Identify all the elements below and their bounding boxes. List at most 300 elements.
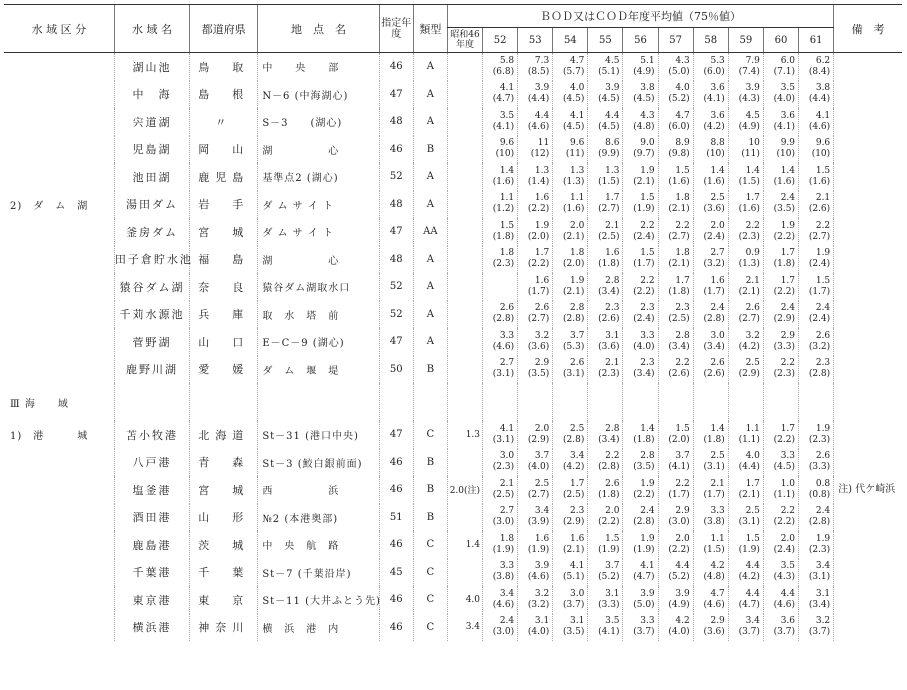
bod-value-cell: [623, 421, 658, 449]
percentile-75: (1.6): [703, 176, 725, 187]
area-cell: [4, 614, 114, 642]
bod-value-cell: [483, 476, 518, 504]
percentile-75: (2.9): [738, 369, 760, 380]
percentile-75: (1.4): [527, 176, 550, 187]
percentile-75: (3.3): [773, 341, 796, 352]
percentile-75: (2.1): [738, 286, 760, 297]
annual-mean: 2.8: [605, 423, 620, 434]
bod-value-cell: [763, 328, 798, 356]
prefecture-cell: 東 京: [190, 586, 258, 614]
table-row: [4, 476, 902, 504]
percentile-75: (2.2): [668, 544, 690, 555]
annual-mean: 2.2: [605, 451, 620, 462]
water-name-cell: 横浜港: [114, 614, 189, 642]
water-name-cell: 猿谷ダム湖: [114, 273, 189, 301]
table-row: [4, 586, 902, 614]
bod-value-cell: [483, 246, 518, 274]
annual-mean: 2.2: [675, 358, 690, 369]
annual-mean: 1.7: [745, 193, 760, 204]
bod-value-cell: [728, 449, 763, 477]
percentile-75: (2.3): [738, 231, 760, 242]
percentile-75: (1.8): [598, 259, 620, 270]
percentile-75: (5.2): [598, 572, 620, 583]
bod-value-cell: [588, 356, 623, 384]
bod-value-cell: [588, 273, 623, 301]
bod-value-cell: [518, 383, 553, 421]
s46-value-cell: [447, 449, 482, 477]
percentile-75: (4.8): [633, 121, 655, 132]
bod-value-cell: [483, 614, 518, 642]
water-name-cell: 塩釜港: [114, 476, 189, 504]
percentile-75: (1.5): [738, 176, 760, 187]
bod-value-cell: [518, 191, 553, 219]
annual-mean: 2.1: [499, 478, 515, 489]
percentile-75: (1.7): [633, 259, 655, 270]
water-quality-table: [4, 4, 902, 641]
bod-value-cell: [658, 421, 693, 449]
annual-mean: 2.3: [570, 506, 585, 517]
percentile-75: (2.5): [668, 314, 690, 325]
bod-value-cell: [623, 586, 658, 614]
bod-value-cell: [623, 328, 658, 356]
percentile-75: (2.5): [598, 231, 620, 242]
bod-value-cell: [728, 531, 763, 559]
annual-mean: 2.1: [605, 358, 620, 369]
bod-value-cell: [553, 586, 588, 614]
percentile-75: (1.6): [563, 204, 585, 215]
percentile-75: (2.8): [598, 462, 620, 473]
annual-mean: 3.0: [499, 451, 515, 462]
area-cell: [4, 531, 114, 559]
bod-value-cell: [623, 246, 658, 274]
bod-value-cell: [728, 586, 763, 614]
percentile-75: (3.1): [808, 572, 831, 583]
percentile-75: (2.9): [563, 517, 585, 528]
bod-value-cell: [693, 108, 728, 136]
prefecture-cell: 〃: [190, 108, 258, 136]
header-note: 備 考: [834, 5, 902, 53]
bod-value-cell: [799, 614, 834, 642]
annual-mean: 2.3: [815, 358, 831, 369]
percentile-75: (3.1): [492, 434, 515, 445]
annual-mean: 1.3: [570, 165, 585, 176]
designation-year-cell: 46: [379, 136, 413, 164]
annual-mean: 4.1: [570, 110, 585, 121]
bod-value-cell: [483, 108, 518, 136]
area-cell: [4, 449, 114, 477]
annual-mean: 1.8: [499, 248, 515, 259]
percentile-75: (1.3): [563, 176, 585, 187]
annual-mean: 2.6: [710, 358, 725, 369]
percentile-75: (2.8): [563, 314, 585, 325]
annual-mean: 1.4: [710, 165, 725, 176]
percentile-75: (9.9): [598, 149, 620, 160]
percentile-75: (8.4): [808, 66, 831, 77]
percentile-75: (4.2): [563, 462, 585, 473]
percentile-75: (6.0): [703, 66, 725, 77]
note-cell: 注) 代ケ崎浜: [834, 476, 902, 504]
percentile-75: (3.6): [703, 204, 725, 215]
annual-mean: 1.5: [675, 165, 690, 176]
bod-value-cell: [763, 531, 798, 559]
bod-value-cell: [623, 273, 658, 301]
table-row: [4, 559, 902, 587]
bod-value-cell: [693, 163, 728, 191]
annual-mean: 1.7: [780, 275, 796, 286]
percentile-75: (1.3): [738, 259, 760, 270]
annual-mean: 3.1: [534, 616, 550, 627]
annual-mean: 3.1: [815, 588, 831, 599]
bod-value-cell: [483, 504, 518, 532]
s46-value-cell: [447, 273, 482, 301]
note-cell: [834, 531, 902, 559]
annual-mean: 1.0: [780, 478, 796, 489]
bod-value-cell: [553, 421, 588, 449]
s46-value-cell: [447, 301, 482, 329]
bod-value-cell: [799, 421, 834, 449]
point-name-cell: 中 央 部: [258, 53, 379, 81]
percentile-75: (2.0): [527, 231, 550, 242]
prefecture-cell: 岩 手: [190, 191, 258, 219]
bod-value-cell: [658, 383, 693, 421]
percentile-75: (7.1): [773, 66, 796, 77]
s46-value-cell: [447, 108, 482, 136]
bod-value-cell: [658, 614, 693, 642]
percentile-75: (4.0): [527, 462, 550, 473]
annual-mean: 6.2: [815, 55, 831, 66]
percentile-75: (3.3): [598, 599, 620, 610]
percentile-75: (3.0): [492, 627, 515, 638]
type-cell: A: [413, 108, 447, 136]
bod-value-cell: [553, 246, 588, 274]
header-year-58: 58: [693, 28, 728, 53]
water-name-cell: 鹿野川湖: [114, 356, 189, 384]
annual-mean: 3.9: [534, 561, 550, 572]
point-name-cell: S－3 (湖心): [258, 108, 379, 136]
bod-value-cell: [588, 614, 623, 642]
bod-value-cell: [658, 301, 693, 329]
annual-mean: 5.1: [640, 55, 655, 66]
percentile-75: (2.3): [598, 369, 620, 380]
annual-mean: 2.5: [710, 193, 725, 204]
bod-value-cell: [483, 163, 518, 191]
annual-mean: 4.0: [675, 83, 690, 94]
bod-value-cell: [553, 136, 588, 164]
bod-value-cell: [623, 218, 658, 246]
point-name-cell: St－7 (千葉沿岸): [258, 559, 379, 587]
annual-mean: 2.7: [499, 506, 515, 517]
bod-value-cell: [693, 504, 728, 532]
bod-value-cell: [518, 301, 553, 329]
bod-value-cell: [588, 328, 623, 356]
percentile-75: (5.0): [668, 66, 690, 77]
header-year-55: 55: [588, 28, 623, 53]
water-name-cell: 田子倉貯水池: [114, 246, 189, 274]
header-area: 水 域 区 分: [4, 5, 114, 53]
percentile-75: (2.1): [668, 204, 690, 215]
annual-mean: 3.6: [710, 110, 725, 121]
annual-mean: 1.3: [534, 165, 550, 176]
percentile-75: (2.5): [492, 489, 515, 500]
percentile-75: (3.4): [668, 341, 690, 352]
designation-year-cell: 52: [379, 163, 413, 191]
annual-mean: 2.0: [570, 220, 585, 231]
annual-mean: 2.7: [710, 248, 725, 259]
percentile-75: (4.6): [808, 121, 831, 132]
annual-mean: 3.8: [640, 83, 655, 94]
percentile-75: (3.5): [527, 369, 550, 380]
bod-value-cell: [623, 356, 658, 384]
point-name-cell: E－C－9 (湖心): [258, 328, 379, 356]
percentile-75: (2.3): [808, 544, 831, 555]
area-cell: [4, 81, 114, 109]
annual-mean: 3.3: [640, 616, 655, 627]
bod-value-cell: [588, 163, 623, 191]
percentile-75: (1.6): [808, 176, 831, 187]
water-name-cell: 児島湖: [114, 136, 189, 164]
s46-value-cell: [447, 163, 482, 191]
annual-mean: 1.1: [710, 533, 725, 544]
table-row: [4, 356, 902, 384]
annual-mean: 1.3: [605, 165, 620, 176]
s46-value-cell: [447, 328, 482, 356]
bod-value-cell: [553, 273, 588, 301]
annual-mean: 4.3: [640, 110, 655, 121]
annual-mean: 4.0: [570, 83, 585, 94]
bod-value-cell: [588, 218, 623, 246]
prefecture-cell: 島 根: [190, 81, 258, 109]
water-name-cell: 宍道湖: [114, 108, 189, 136]
annual-mean: 3.3: [640, 330, 655, 341]
bod-value-cell: [623, 81, 658, 109]
bod-value-cell: [483, 559, 518, 587]
annual-mean: 1.5: [815, 275, 831, 286]
bod-value-cell: [763, 421, 798, 449]
designation-year-cell: [379, 383, 413, 421]
s46-value-cell: [447, 191, 482, 219]
percentile-75: (10): [706, 149, 725, 160]
point-name-cell: St－11 (大井ふとう先): [258, 586, 379, 614]
percentile-75: (9.7): [633, 149, 655, 160]
point-name-cell: 西 浜: [258, 476, 379, 504]
bod-value-cell: [553, 218, 588, 246]
bod-value-cell: [518, 81, 553, 109]
area-cell: [4, 136, 114, 164]
percentile-75: (3.7): [633, 627, 655, 638]
annual-mean: 1.6: [710, 275, 725, 286]
designation-year-cell: 48: [379, 108, 413, 136]
annual-mean: 1.9: [815, 248, 831, 259]
bod-value-cell: [763, 163, 798, 191]
designation-year-cell: 52: [379, 273, 413, 301]
area-cell: [4, 504, 114, 532]
area-cell: [4, 328, 114, 356]
type-cell: B: [413, 476, 447, 504]
bod-value-cell: [763, 586, 798, 614]
bod-value-cell: [518, 328, 553, 356]
annual-mean: 3.4: [499, 588, 515, 599]
percentile-75: (10): [495, 149, 515, 160]
percentile-75: (1.6): [773, 176, 796, 187]
designation-year-cell: 52: [379, 301, 413, 329]
bod-value-cell: [588, 81, 623, 109]
bod-value-cell: [623, 531, 658, 559]
percentile-75: (2.4): [773, 544, 796, 555]
percentile-75: (2.9): [527, 434, 550, 445]
bod-value-cell: [623, 504, 658, 532]
annual-mean: 2.0: [780, 533, 796, 544]
percentile-75: (6.0): [668, 121, 690, 132]
bod-value-cell: [588, 108, 623, 136]
water-name-cell: 千苅水源池: [114, 301, 189, 329]
percentile-75: (2.6): [668, 369, 690, 380]
annual-mean: 3.2: [534, 330, 550, 341]
bod-value-cell: [553, 81, 588, 109]
point-name-cell: 湖 心: [258, 136, 379, 164]
bod-value-cell: [518, 586, 553, 614]
table-row: [4, 53, 902, 81]
bod-value-cell: [658, 246, 693, 274]
bod-value-cell: [483, 421, 518, 449]
percentile-75: (2.2): [527, 204, 550, 215]
annual-mean: 1.7: [675, 275, 690, 286]
percentile-75: (4.5): [773, 462, 796, 473]
annual-mean: 2.3: [675, 303, 690, 314]
annual-mean: 1.1: [745, 423, 760, 434]
annual-mean: 4.7: [710, 588, 725, 599]
bod-value-cell: [588, 246, 623, 274]
bod-value-cell: [693, 218, 728, 246]
percentile-75: (1.5): [703, 544, 725, 555]
percentile-75: (1.5): [598, 176, 620, 187]
percentile-75: (2.1): [563, 286, 585, 297]
bod-value-cell: [799, 163, 834, 191]
percentile-75: (2.1): [563, 544, 585, 555]
annual-mean: 2.0: [534, 423, 550, 434]
s46-value-cell: [447, 246, 482, 274]
bod-value-cell: [763, 273, 798, 301]
bod-value-cell: [799, 449, 834, 477]
annual-mean: 3.4: [815, 561, 831, 572]
bod-value-cell: [763, 476, 798, 504]
percentile-75: (4.3): [738, 94, 760, 105]
note-cell: [834, 53, 902, 81]
bod-value-cell: [518, 273, 553, 301]
note-cell: [834, 614, 902, 642]
percentile-75: (1.8): [773, 259, 796, 270]
annual-mean: 1.1: [499, 193, 515, 204]
annual-mean: 3.7: [570, 330, 585, 341]
table-row: [4, 504, 902, 532]
percentile-75: (5.1): [563, 572, 585, 583]
designation-year-cell: 51: [379, 504, 413, 532]
percentile-75: (2.7): [668, 231, 690, 242]
bod-value-cell: [728, 504, 763, 532]
bod-value-cell: [799, 81, 834, 109]
percentile-75: (8.5): [527, 66, 550, 77]
annual-mean: 0.9: [745, 248, 760, 259]
percentile-75: (4.1): [668, 462, 690, 473]
annual-mean: 2.6: [605, 478, 620, 489]
percentile-75: (4.7): [738, 599, 760, 610]
annual-mean: 3.3: [499, 561, 515, 572]
prefecture-cell: 千 葉: [190, 559, 258, 587]
bod-value-cell: [658, 191, 693, 219]
percentile-75: (3.7): [808, 627, 831, 638]
annual-mean: 3.1: [570, 616, 585, 627]
annual-mean: 2.2: [745, 220, 760, 231]
bod-value-cell: [693, 136, 728, 164]
bod-value-cell: [518, 356, 553, 384]
bod-value-cell: [623, 163, 658, 191]
designation-year-cell: 50: [379, 356, 413, 384]
percentile-75: (2.8): [633, 517, 655, 528]
annual-mean: 4.3: [675, 55, 690, 66]
annual-mean: 1.5: [605, 533, 620, 544]
annual-mean: 3.9: [605, 83, 620, 94]
annual-mean: 1.7: [780, 423, 796, 434]
percentile-75: (3.7): [563, 599, 585, 610]
type-cell: A: [413, 246, 447, 274]
annual-mean: 1.9: [780, 220, 796, 231]
prefecture-cell: 神奈川: [190, 614, 258, 642]
annual-mean: 4.4: [745, 561, 760, 572]
annual-mean: 2.4: [815, 303, 831, 314]
prefecture-cell: 奈 良: [190, 273, 258, 301]
percentile-75: (2.2): [633, 286, 655, 297]
percentile-75: (5.2): [668, 94, 690, 105]
annual-mean: 2.9: [534, 358, 550, 369]
bod-value-cell: [728, 476, 763, 504]
bod-value-cell: [763, 191, 798, 219]
header-year-61: 61: [799, 28, 834, 53]
note-cell: [834, 108, 902, 136]
bod-value-cell: [553, 356, 588, 384]
bod-value-cell: [658, 449, 693, 477]
table-row: [4, 136, 902, 164]
percentile-75: (2.7): [527, 489, 550, 500]
annual-mean: 1.9: [640, 478, 655, 489]
bod-value-cell: [588, 421, 623, 449]
bod-value-cell: [658, 81, 693, 109]
point-name-cell: St－31 (港口中央): [258, 421, 379, 449]
prefecture-cell: 北海道: [190, 421, 258, 449]
note-cell: [834, 449, 902, 477]
bod-value-cell: [728, 246, 763, 274]
percentile-75: (2.7): [598, 204, 620, 215]
percentile-75: (4.6): [703, 599, 725, 610]
note-cell: [834, 421, 902, 449]
bod-value-cell: [763, 218, 798, 246]
area-cell: [4, 586, 114, 614]
bod-value-cell: [799, 356, 834, 384]
annual-mean: 5.8: [499, 55, 515, 66]
s46-value-cell: [447, 53, 482, 81]
header-year: 指定年度: [379, 5, 413, 53]
annual-mean: 1.6: [534, 193, 550, 204]
bod-value-cell: [728, 328, 763, 356]
note-cell: [834, 136, 902, 164]
annual-mean: 1.5: [640, 193, 655, 204]
annual-mean: 4.7: [675, 110, 690, 121]
bod-value-cell: [728, 559, 763, 587]
type-cell: B: [413, 504, 447, 532]
header-pref: 都道府県: [190, 5, 258, 53]
area-cell: Ⅲ 海 域: [10, 398, 69, 410]
designation-year-cell: 47: [379, 218, 413, 246]
annual-mean: 1.9: [640, 165, 655, 176]
annual-mean: 3.2: [815, 616, 831, 627]
